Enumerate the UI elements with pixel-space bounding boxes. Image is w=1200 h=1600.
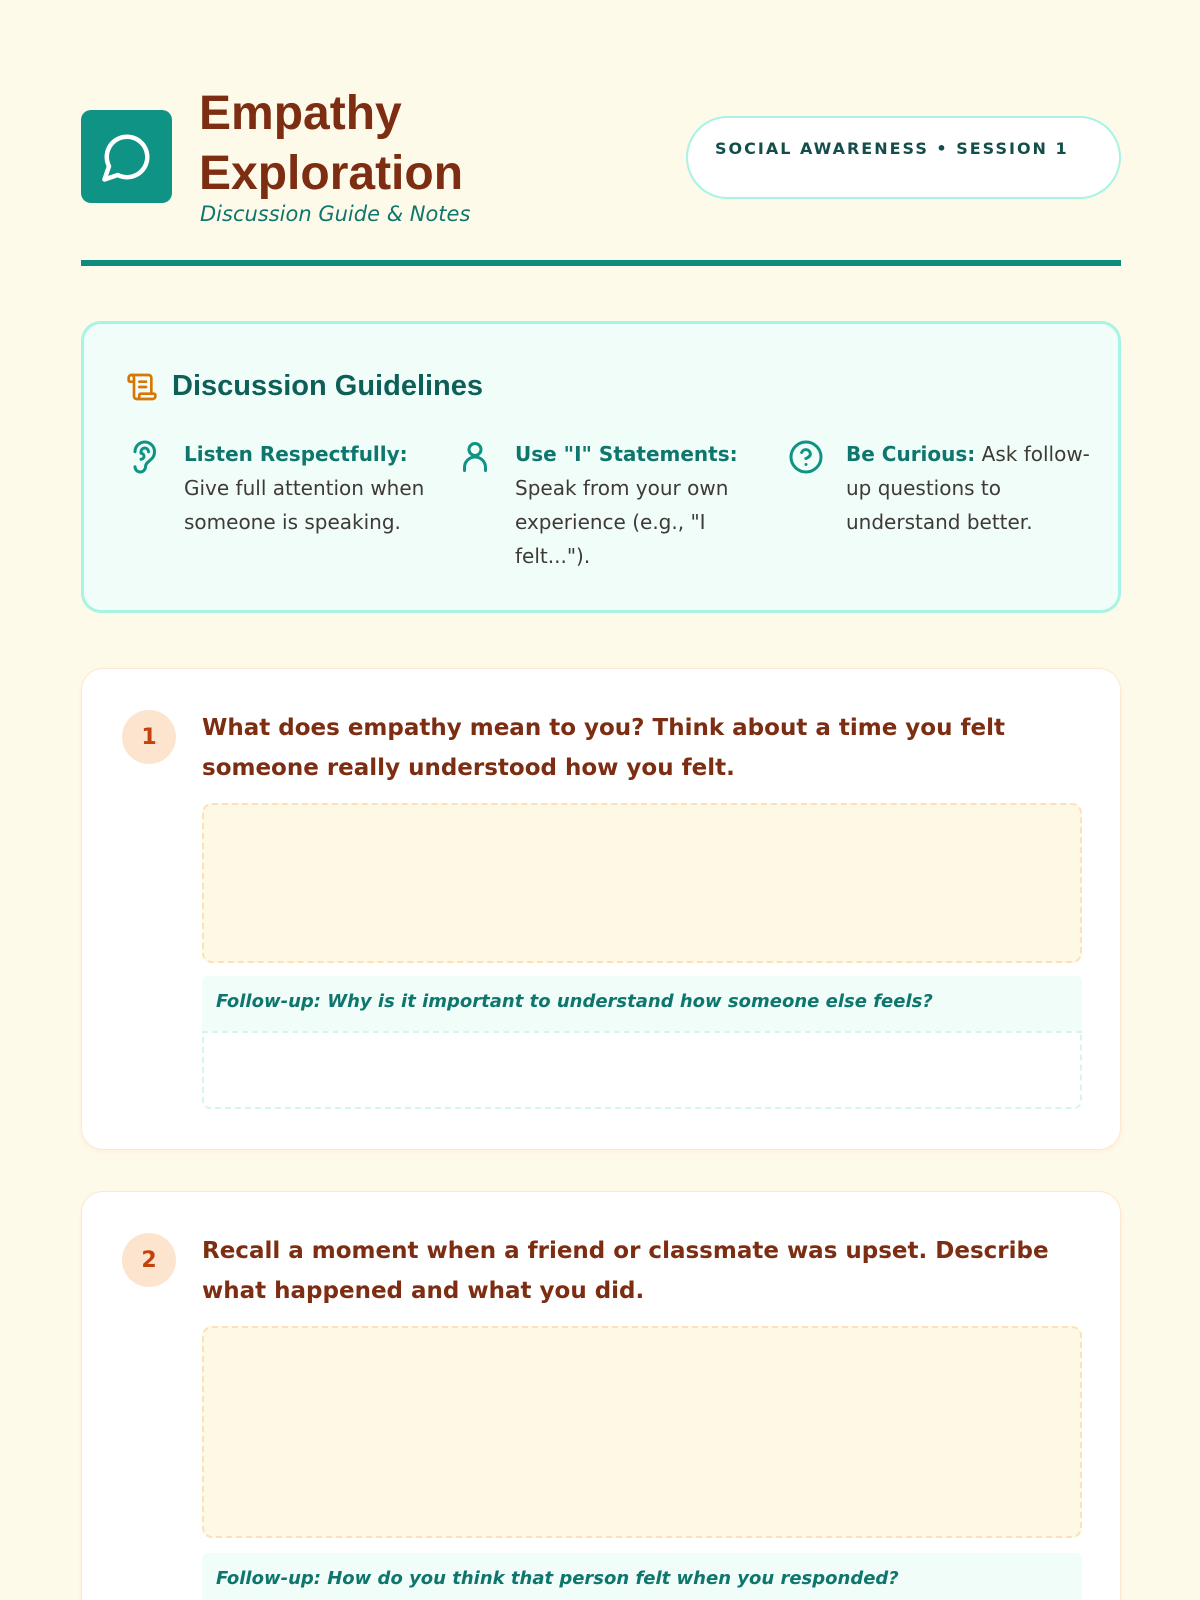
guideline-heading: Listen Respectfully: bbox=[184, 442, 408, 466]
guidelines-header bbox=[126, 370, 483, 403]
guideline-body: Ask follow-up questions to understand better. bbox=[846, 442, 1090, 534]
followup-prompt: Follow-up: How do you think that person felt when you responded? bbox=[202, 1553, 1082, 1600]
followup-answer-area[interactable] bbox=[202, 1031, 1082, 1109]
question-circle-icon bbox=[788, 437, 824, 477]
question-card bbox=[81, 1191, 1121, 1600]
session-badge: SOCIAL AWARENESS • SESSION 1 bbox=[686, 116, 1121, 199]
guideline-heading: Use "I" Statements: bbox=[515, 442, 738, 466]
followup-prompt: Follow-up: Why is it important to understand how someone else feels? bbox=[202, 976, 1082, 1031]
ear-icon bbox=[126, 437, 162, 477]
question-text: What does empathy mean to you? Think about a time you felt someone really understood how you felt. bbox=[202, 715, 1005, 781]
answer-area[interactable] bbox=[202, 1326, 1082, 1538]
header bbox=[81, 80, 1121, 266]
guideline-heading: Be Curious: bbox=[846, 442, 976, 466]
guidelines-card bbox=[81, 321, 1121, 613]
logo bbox=[81, 110, 172, 203]
answer-area[interactable] bbox=[202, 803, 1082, 963]
scroll-icon bbox=[126, 371, 158, 403]
guidelines-title: Discussion Guidelines bbox=[172, 370, 484, 402]
page-title: Empathy Exploration bbox=[199, 87, 464, 200]
question-text: Recall a moment when a friend or classmate was upset. Describe what happened and what you did. bbox=[202, 1238, 1049, 1304]
page-subtitle: Discussion Guide & Notes bbox=[200, 202, 471, 226]
guideline-body: Speak from your own experience (e.g., "I felt..."). bbox=[515, 476, 729, 568]
person-icon bbox=[457, 437, 493, 477]
guideline-body: Give full attention when someone is speaking. bbox=[184, 476, 425, 534]
speech-bubble-icon bbox=[100, 130, 154, 184]
question-number: 2 bbox=[122, 1233, 176, 1287]
question-number: 1 bbox=[122, 710, 176, 764]
question-card bbox=[81, 668, 1121, 1150]
